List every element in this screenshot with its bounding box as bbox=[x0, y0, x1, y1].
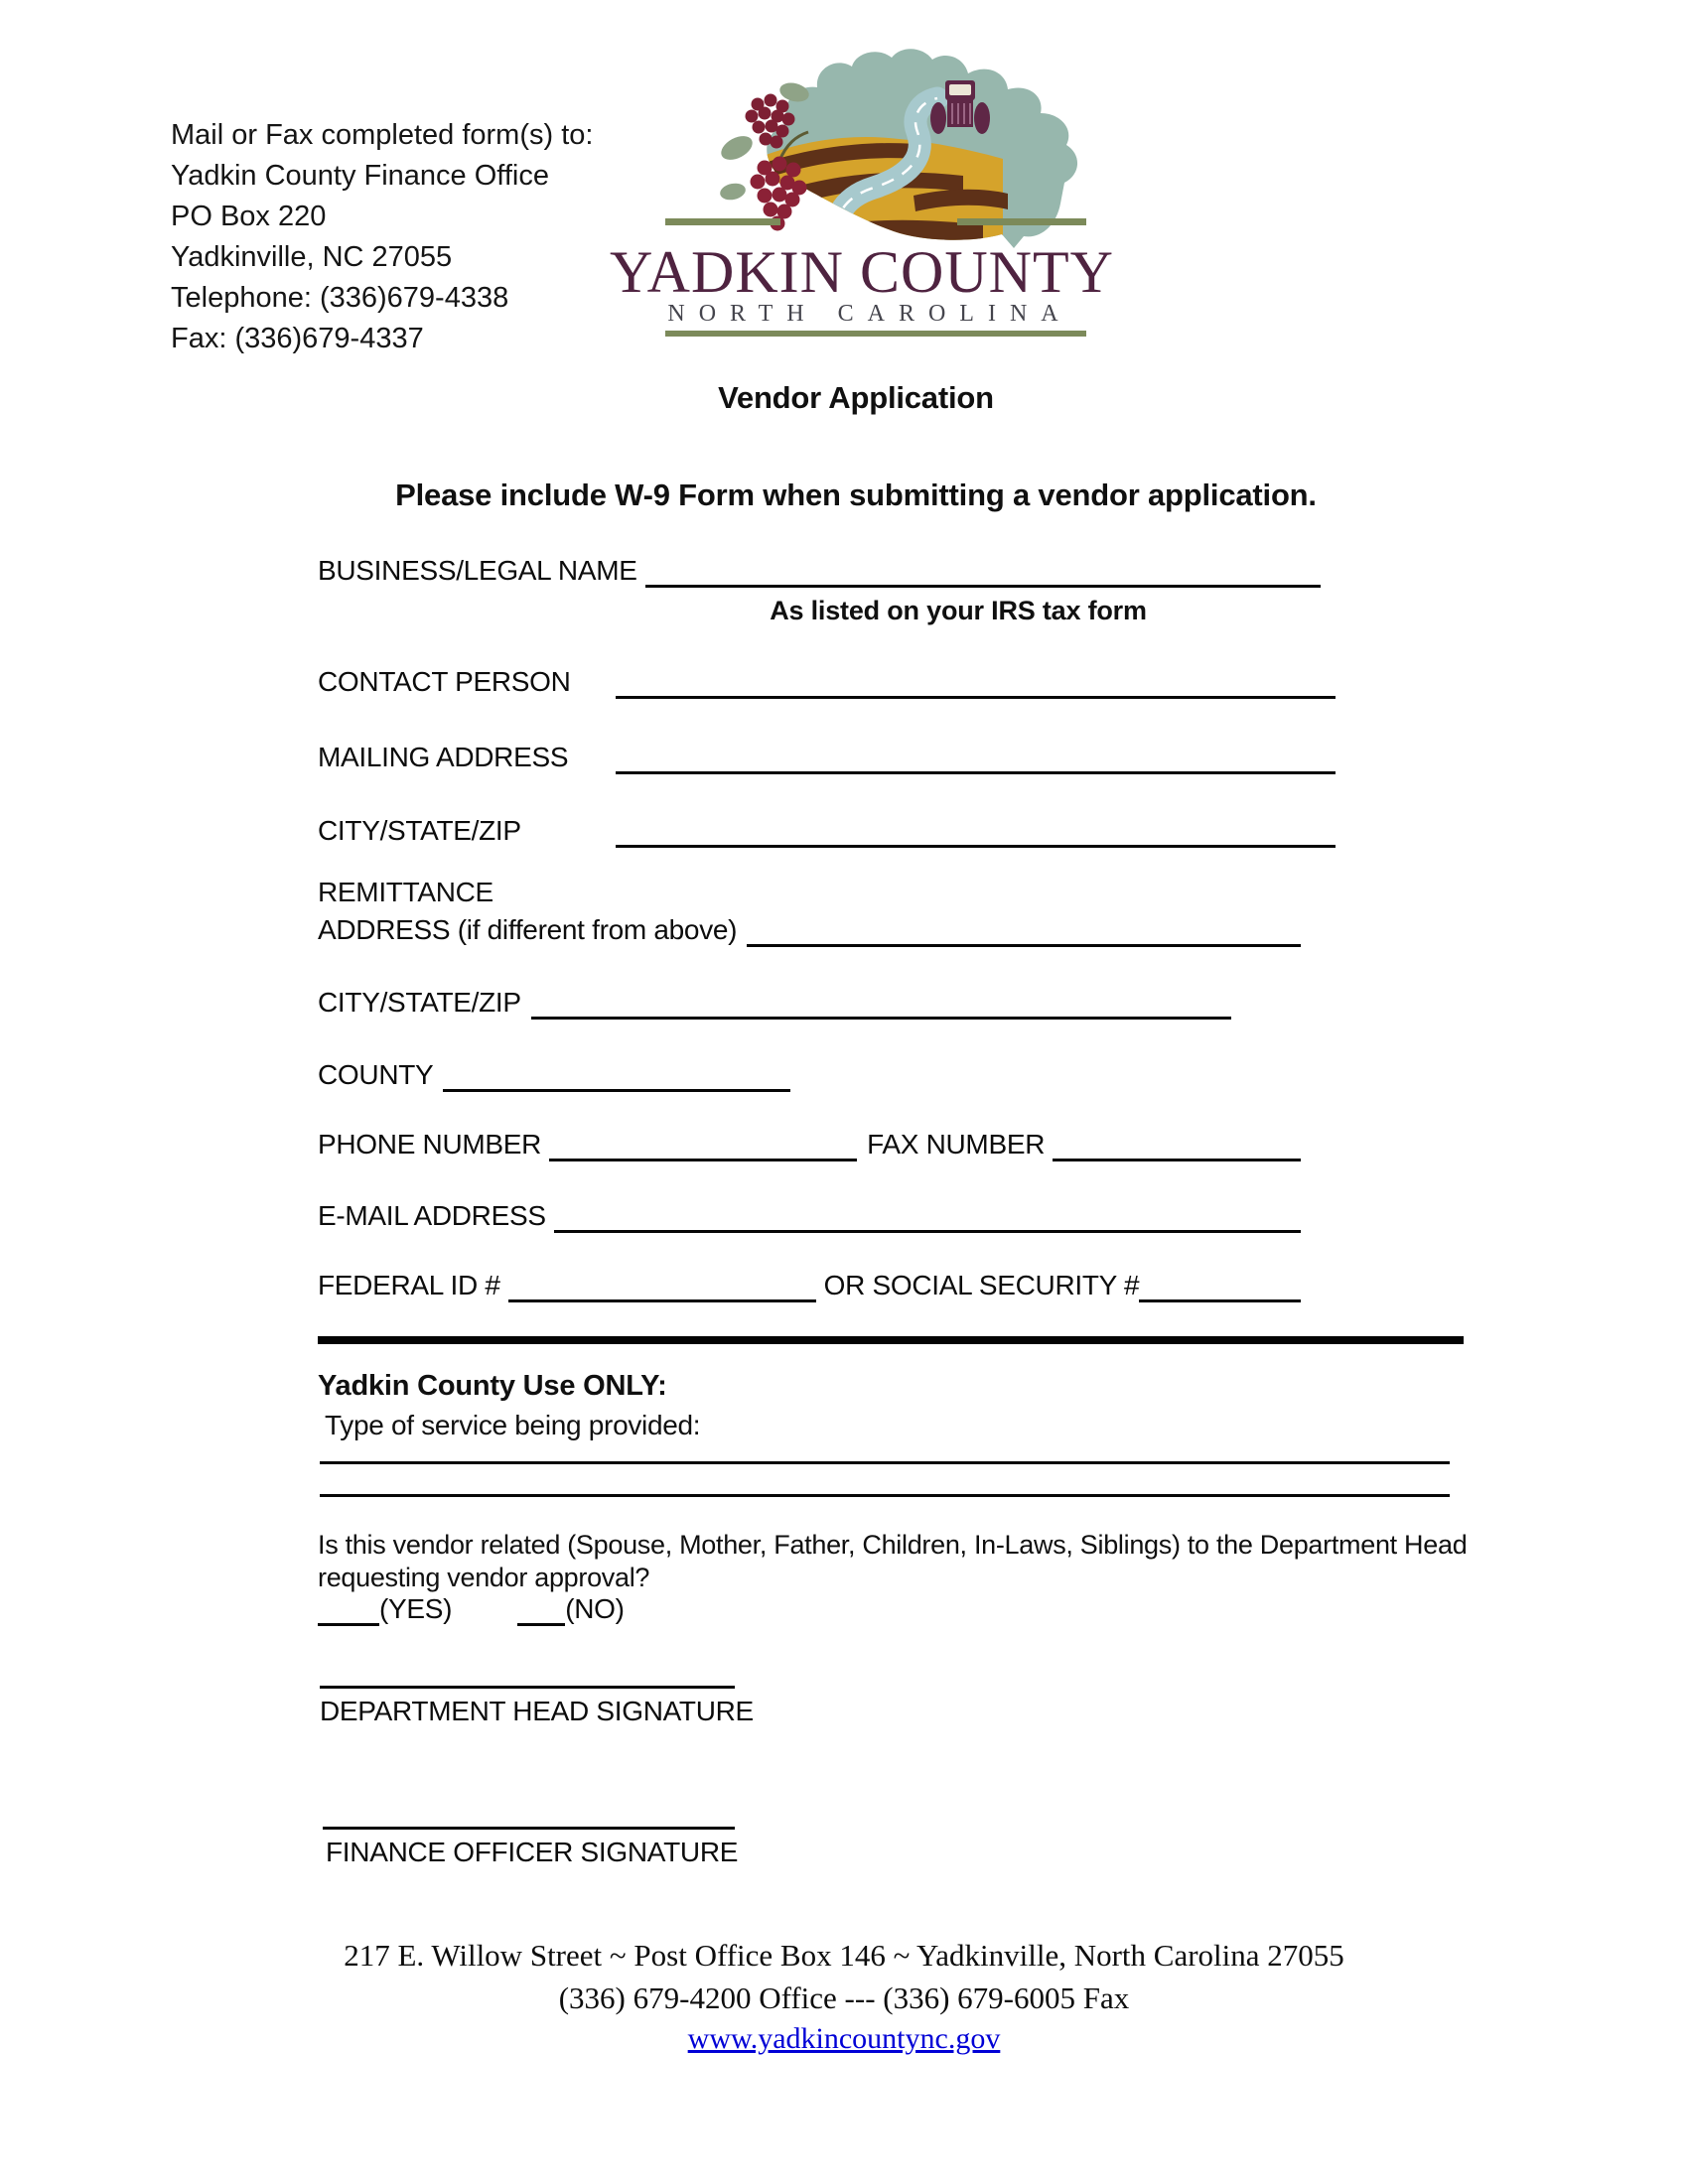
business-name-input-line[interactable] bbox=[645, 585, 1321, 588]
city-state-zip2-row bbox=[318, 986, 1231, 1020]
department-head-signature-line[interactable] bbox=[320, 1686, 735, 1689]
contact-person-label: CONTACT PERSON bbox=[318, 666, 571, 697]
email-address-label: E-MAIL ADDRESS bbox=[318, 1200, 546, 1231]
po-box-line: PO Box 220 bbox=[171, 201, 327, 232]
department-head-signature-block bbox=[320, 1686, 754, 1728]
contact-person-input-line[interactable] bbox=[616, 696, 1336, 699]
footer-street-address: 217 E. Willow Street ~ Post Office Box 146 ~ Yadkinville, North Carolina 27055 bbox=[344, 1938, 1344, 1973]
yes-checkbox-line[interactable] bbox=[318, 1623, 379, 1626]
w9-instruction: Please include W-9 Form when submitting a vendor application. bbox=[395, 478, 1317, 512]
city-state-zip2-label: CITY/STATE/ZIP bbox=[318, 987, 521, 1018]
fax-number-label: FAX NUMBER bbox=[867, 1129, 1046, 1160]
city-state-zip-row bbox=[318, 814, 1336, 848]
city-state-zip-input-line[interactable] bbox=[616, 845, 1336, 848]
section-divider-bar bbox=[318, 1336, 1464, 1344]
phone-number-input-line[interactable] bbox=[549, 1159, 857, 1161]
telephone-line: Telephone: (336)679-4338 bbox=[171, 282, 509, 314]
logo-bottom-bar bbox=[665, 331, 1086, 337]
mail-fax-address-block bbox=[171, 115, 593, 359]
federal-id-row bbox=[318, 1269, 1301, 1302]
service-type-label: Type of service being provided: bbox=[325, 1410, 701, 1440]
irs-note: As listed on your IRS tax form bbox=[770, 596, 1147, 625]
business-name-row bbox=[318, 554, 1321, 588]
phone-number-label: PHONE NUMBER bbox=[318, 1129, 542, 1160]
website-link[interactable]: www.yadkincountync.gov bbox=[687, 2022, 1001, 2055]
county-row bbox=[318, 1058, 790, 1092]
service-type-input-line-1[interactable] bbox=[320, 1461, 1450, 1464]
ssn-label: OR SOCIAL SECURITY # bbox=[823, 1270, 1140, 1300]
fax-number-input-line[interactable] bbox=[1053, 1159, 1301, 1161]
federal-id-label: FEDERAL ID # bbox=[318, 1270, 500, 1300]
fax-line: Fax: (336)679-4337 bbox=[171, 323, 424, 354]
service-type-input-line-2[interactable] bbox=[320, 1494, 1450, 1497]
finance-officer-signature-block bbox=[323, 1827, 739, 1869]
field-brown-stripe bbox=[755, 220, 983, 241]
mailing-address-row bbox=[318, 741, 1336, 774]
yes-no-row bbox=[318, 1592, 625, 1626]
mailing-address-input-line[interactable] bbox=[616, 771, 1336, 774]
yes-label: (YES) bbox=[379, 1593, 453, 1624]
finance-office-line: Yadkin County Finance Office bbox=[171, 160, 549, 192]
county-label: COUNTY bbox=[318, 1059, 434, 1090]
phone-fax-row bbox=[318, 1128, 1301, 1161]
email-input-line[interactable] bbox=[554, 1230, 1301, 1233]
footer-website-row bbox=[0, 2022, 1688, 2056]
page-title: Vendor Application bbox=[718, 380, 994, 415]
remittance-address-input-line[interactable] bbox=[747, 944, 1301, 947]
mailing-address-label: MAILING ADDRESS bbox=[318, 742, 569, 772]
finance-officer-signature-line[interactable] bbox=[323, 1827, 735, 1830]
county-wordmark: YADKIN COUNTY bbox=[610, 239, 1114, 305]
email-row bbox=[318, 1199, 1301, 1233]
no-checkbox-line[interactable] bbox=[517, 1623, 565, 1626]
state-wordmark: NORTH CAROLINA bbox=[667, 301, 1072, 327]
remittance-label: REMITTANCE bbox=[318, 877, 493, 907]
remittance-address-label: ADDRESS (if different from above) bbox=[318, 914, 738, 945]
county-input-line[interactable] bbox=[443, 1089, 790, 1092]
office-use-heading: Yadkin County Use ONLY: bbox=[318, 1370, 667, 1402]
mail-instruction-line: Mail or Fax completed form(s) to: bbox=[171, 119, 594, 151]
remittance-address-row bbox=[318, 913, 1301, 947]
related-question-line2: requesting vendor approval? bbox=[318, 1563, 650, 1592]
business-name-label: BUSINESS/LEGAL NAME bbox=[318, 555, 637, 586]
logo-left-bar bbox=[665, 218, 780, 225]
ssn-input-line[interactable] bbox=[1139, 1299, 1301, 1302]
federal-id-input-line[interactable] bbox=[508, 1299, 816, 1302]
department-head-signature-label: DEPARTMENT HEAD SIGNATURE bbox=[320, 1696, 754, 1726]
yadkin-county-logo bbox=[586, 46, 1142, 345]
city-line: Yadkinville, NC 27055 bbox=[171, 241, 453, 273]
city-state-zip-label: CITY/STATE/ZIP bbox=[318, 815, 521, 846]
related-question-line1: Is this vendor related (Spouse, Mother, Father, Children, In-Laws, Siblings) to the Department Head bbox=[318, 1530, 1468, 1560]
finance-officer-signature-label: FINANCE OFFICER SIGNATURE bbox=[326, 1837, 739, 1867]
city-state-zip2-input-line[interactable] bbox=[531, 1017, 1231, 1020]
no-label: (NO) bbox=[565, 1593, 625, 1624]
logo-right-bar bbox=[957, 218, 1086, 225]
footer-phone-fax: (336) 679-4200 Office --- (336) 679-6005 Fax bbox=[558, 1980, 1130, 2015]
contact-person-row bbox=[318, 665, 1336, 699]
